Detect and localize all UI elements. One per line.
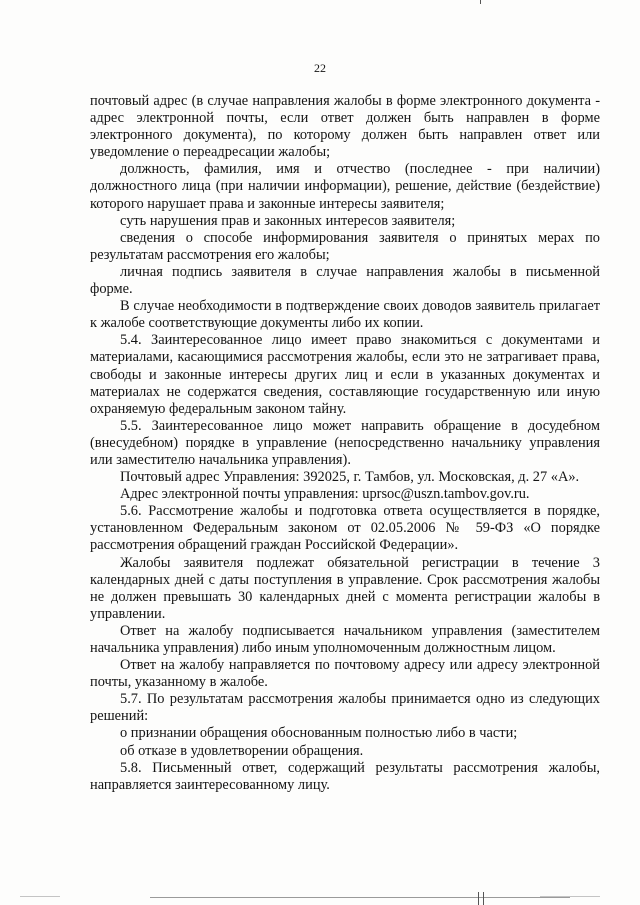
paragraph-notification-method: сведения о способе информирования заявителя о принятых мерах по результатам рассмотрения его жалобы; — [90, 229, 600, 263]
scan-edge-mark — [483, 892, 484, 905]
scan-edge-mark — [150, 897, 570, 898]
paragraph-5-7: 5.7. По результатам рассмотрения жалобы принимается одно из следующих решений: — [90, 691, 600, 725]
paragraph-5-5: 5.5. Заинтересованное лицо может направить обращение в досудебном (внесудебном) порядке в управление (непосредственно начальнику управления или заместителю начальника управления). — [90, 417, 600, 468]
paragraph-registration-term: Жалобы заявителя подлежат обязательной регистрации в течение 3 календарных дней с даты поступления в управление. Срок рассмотрения жалобы не должен превышать 30 календарных дней с момента регистрации жалобы в управлении. — [90, 554, 600, 622]
paragraph-5-8: 5.8. Письменный ответ, содержащий результаты рассмотрения жалобы, направляется заинтересованному лицу. — [90, 759, 600, 793]
scan-edge-mark — [480, 0, 481, 4]
paragraph-5-4: 5.4. Заинтересованное лицо имеет право знакомиться с документами и материалами, касающимися рассмотрения жалобы, если это не затрагивает права, свободы и законные интересы других лиц и если в указанных документах и материалах не содержатся сведения, составляющие государственную или иную охраняемую федеральным законом тайну. — [90, 332, 600, 417]
paragraph-response-delivery: Ответ на жалобу направляется по почтовому адресу или адресу электронной почты, указанному в жалобе. — [90, 657, 600, 691]
paragraph-violation-essence: суть нарушения прав и законных интересов заявителя; — [120, 212, 456, 229]
paragraph-response-signature: Ответ на жалобу подписывается начальником управления (заместителем начальника управления) либо иным уполномоченным должностным лицом. — [90, 622, 600, 656]
paragraph-5-6: 5.6. Рассмотрение жалобы и подготовка ответа осуществляется в порядке, установленном Федеральным законом от 02.05.2006 № 59-ФЗ «О порядке рассмотрения обращений граждан Российской Федерации». — [90, 503, 600, 554]
scan-edge-mark — [540, 896, 600, 897]
paragraph-postal-address-requirement: почтовый адрес (в случае направления жалобы в форме электронного документа - адрес электронной почты, если ответ должен быть направлен в форме электронного документа), по которому должен быть направлен ответ или уведомление о переадресации жалобы; — [90, 93, 600, 161]
paragraph-email-address: Адрес электронной почты управления: uprsoc@uszn.tambov.gov.ru. — [120, 486, 530, 503]
scan-edge-mark — [478, 892, 479, 905]
paragraph-decision-refuse: об отказе в удовлетворении обращения. — [120, 742, 364, 759]
paragraph-decision-satisfy: о признании обращения обоснованным полностью либо в части; — [120, 725, 518, 742]
scan-edge-mark — [20, 896, 60, 897]
paragraph-official-details: должность, фамилия, имя и отчество (последнее - при наличии) должностного лица (при наличии информации), решение, действие (бездействие) которого нарушает права и законные интересы заявителя; — [90, 161, 600, 212]
paragraph-postal-address: Почтовый адрес Управления: 392025, г. Тамбов, ул. Московская, д. 27 «А». — [120, 469, 580, 486]
document-body — [90, 93, 600, 794]
paragraph-personal-signature: личная подпись заявителя в случае направления жалобы в письменной форме. — [90, 263, 600, 298]
paragraph-supporting-documents: В случае необходимости в подтверждение своих доводов заявитель прилагает к жалобе соответствующие документы либо их копии. — [90, 298, 600, 332]
page-number: 22 — [314, 61, 326, 75]
